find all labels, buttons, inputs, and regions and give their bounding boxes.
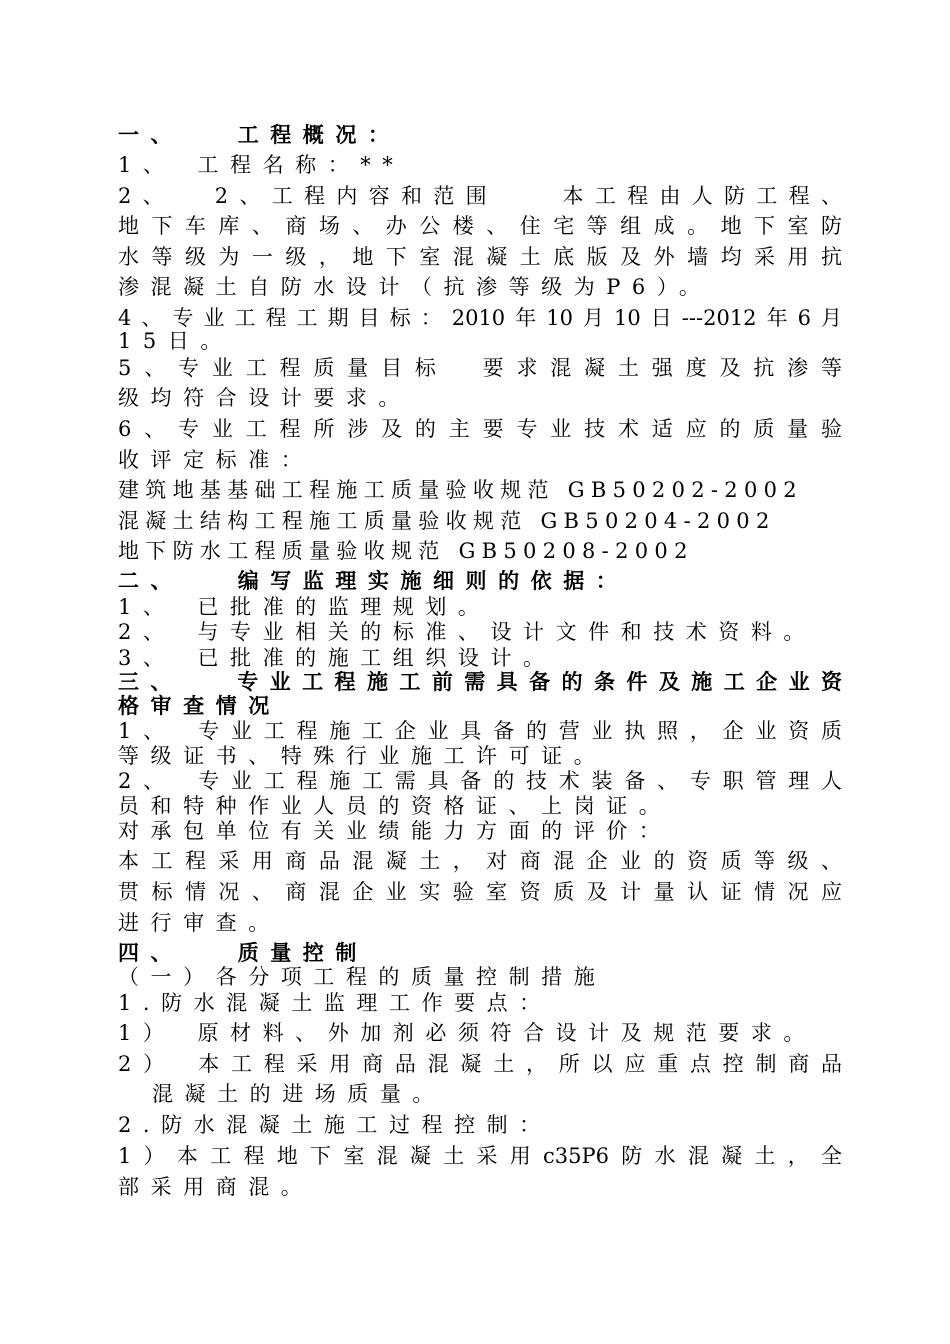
- basis-item-1: 1、 已批准的监理规划。: [118, 595, 491, 619]
- point-2-line-2: 混凝土的进场质量。: [152, 1082, 445, 1106]
- section-heading-3-line-1: 三、 专业工程施工前需具备的条件及施工企业资: [118, 669, 842, 694]
- concrete-review-line-1: 本工程采用商品混凝土，对商混企业的资质等级、: [118, 849, 842, 873]
- condition-2-line-1: 2、 专业工程施工需具备的技术装备、专职管理人: [118, 769, 842, 793]
- quality-measures-heading: （一）各分项工程的质量控制措施: [118, 965, 607, 989]
- point-1: 1） 原材料、外加剂必须符合设计及规范要求。: [118, 1021, 816, 1045]
- waterproof-concrete-points: 1.防水混凝土监理工作要点：: [118, 991, 552, 1015]
- basis-item-2: 2、 与专业相关的标准、设计文件和技术资料。: [118, 620, 816, 644]
- basis-item-3: 3、 已批准的施工组织设计。: [118, 646, 556, 670]
- schedule-line-2: 15日。: [118, 329, 233, 353]
- condition-1-line-1: 1、 专业工程施工企业具备的营业执照，企业资质: [118, 719, 842, 743]
- process-item-1-line-2: 部采用商混。: [118, 1175, 314, 1199]
- standard-gb50208: 地下防水工程质量验收规范 GB50208-2002: [118, 539, 694, 563]
- process-item-1-line-1: 1）本工程地下室混凝土采用c35P6防水混凝土，全: [118, 1144, 842, 1168]
- section-heading-3-line-2: 格审查情况: [118, 693, 281, 718]
- standards-intro-line-1: 6、专业工程所涉及的主要专业技术适应的质量验: [118, 417, 842, 441]
- project-scope-line-2: 地下车库、商场、办公楼、住宅等组成。地下室防: [118, 214, 842, 238]
- condition-2-line-2: 员和特种作业人员的资格证、上岗证。: [118, 794, 672, 818]
- section-heading-1: 一、 工程概况：: [118, 122, 401, 147]
- quality-target-line-2: 级均符合设计要求。: [118, 386, 411, 410]
- quality-target-line-1: 5、专业工程质量目标 要求混凝土强度及抗渗等: [118, 356, 842, 380]
- project-scope-line-1: 2、 2、工程内容和范围 本工程由人防工程、: [118, 184, 842, 208]
- section-heading-4: 四、 质量控制: [118, 940, 368, 965]
- point-2-line-1: 2） 本工程采用商品混凝土，所以应重点控制商品: [118, 1052, 842, 1076]
- schedule-line-1: 4、专业工程工期目标：2010年10月10日---2012年6月: [118, 306, 842, 330]
- project-scope-line-3: 水等级为一级，地下室混凝土底版及外墙均采用抗: [118, 245, 842, 269]
- concrete-review-line-3: 进行审查。: [118, 911, 281, 935]
- section-heading-2: 二、 编写监理实施细则的依据：: [118, 568, 629, 593]
- project-scope-line-4: 渗混凝土自防水设计（抗渗等级为P6）。: [118, 275, 712, 299]
- process-control-heading: 2.防水混凝土施工过程控制：: [118, 1113, 552, 1137]
- standard-gb50204: 混凝土结构工程施工质量验收规范 GB50204-2002: [118, 509, 776, 533]
- project-name: 1、 工程名称：**: [118, 153, 405, 177]
- condition-1-line-2: 等级证书、特殊行业施工许可证。: [118, 744, 607, 768]
- concrete-review-line-2: 贯标情况、商混企业实验室资质及计量认证情况应: [118, 880, 842, 904]
- standard-gb50202: 建筑地基基础工程施工质量验收规范 GB50202-2002: [118, 478, 803, 502]
- performance-evaluation: 对承包单位有关业绩能力方面的评价：: [118, 819, 672, 843]
- standards-intro-line-2: 收评定标准：: [118, 448, 314, 472]
